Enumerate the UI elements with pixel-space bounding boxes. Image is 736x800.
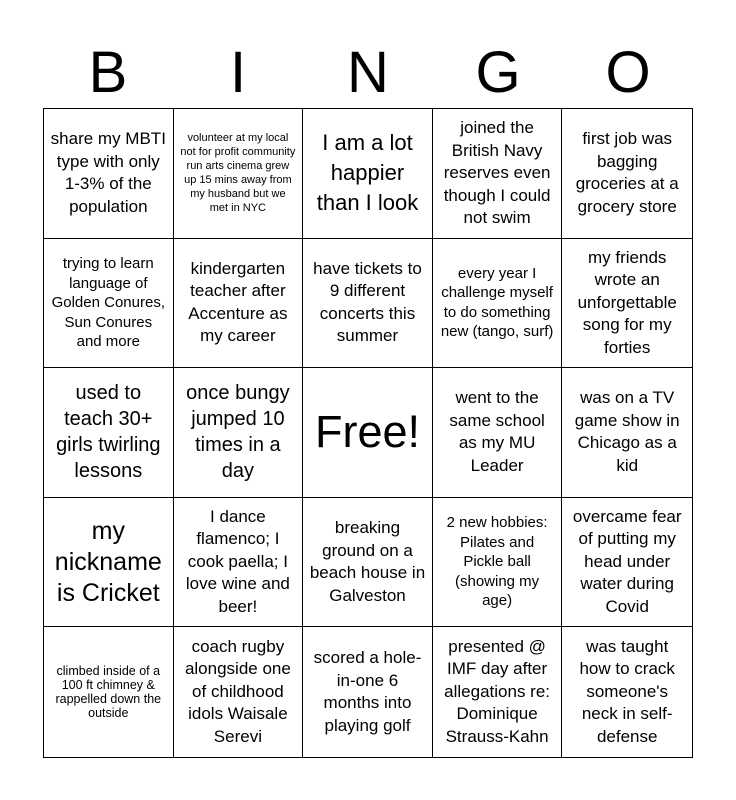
header-letter-i: I	[229, 40, 247, 105]
bingo-cell[interactable]	[303, 627, 433, 757]
bingo-cell[interactable]	[562, 239, 692, 369]
header-letter-n: N	[347, 40, 389, 105]
bingo-cell[interactable]	[44, 109, 174, 239]
bingo-cell[interactable]	[44, 239, 174, 369]
bingo-cell[interactable]	[174, 627, 304, 757]
bingo-cell[interactable]	[562, 498, 692, 628]
bingo-board	[43, 108, 693, 758]
bingo-cell[interactable]	[174, 109, 304, 239]
bingo-cell[interactable]	[433, 627, 563, 757]
bingo-cell[interactable]	[303, 109, 433, 239]
bingo-cell[interactable]	[433, 498, 563, 628]
cell-text: used to teach 30+ girls twirling lessons	[56, 382, 161, 483]
cell-text: went to the same school as my MU Leader	[449, 388, 545, 475]
cell-text: climbed inside of a 100 ft chimney & rappelled down the outside	[55, 664, 162, 721]
cell-text: have tickets to 9 different concerts this summer	[313, 258, 422, 346]
cell-text: kindergarten teacher after Accenture as my career	[188, 258, 288, 346]
bingo-cell[interactable]	[44, 498, 174, 628]
header-letter-o: O	[605, 40, 651, 105]
cell-text: share my MBTI type with only 1-3% of the population	[50, 129, 166, 216]
cell-text: my friends wrote an unforgettable song for my forties	[577, 247, 677, 357]
header-letter-b: B	[88, 40, 128, 105]
free-space-text: Free!	[314, 406, 420, 458]
bingo-cell[interactable]	[433, 239, 563, 369]
cell-text: overcame fear of putting my head under water during Covid	[572, 506, 682, 616]
cell-text: every year I challenge myself to do something new (tango, surf)	[440, 264, 554, 341]
cell-text: joined the British Navy reserves even though I could not swim	[443, 118, 551, 228]
bingo-cell[interactable]	[44, 368, 174, 498]
bingo-cell[interactable]	[433, 368, 563, 498]
bingo-cell[interactable]	[303, 498, 433, 628]
bingo-cell[interactable]	[433, 109, 563, 239]
cell-text: I dance flamenco; I cook paella; I love wine and beer!	[185, 506, 290, 616]
bingo-cell[interactable]	[562, 368, 692, 498]
cell-text: coach rugby alongside one of childhood idols Waisale Serevi	[184, 636, 291, 746]
cell-text: my nickname is Cricket	[54, 516, 162, 607]
bingo-cell[interactable]	[174, 498, 304, 628]
bingo-cell[interactable]	[44, 627, 174, 757]
bingo-header	[43, 38, 693, 108]
bingo-cell[interactable]	[174, 368, 304, 498]
cell-text: trying to learn language of Golden Conures, Sun Conures and more	[51, 255, 165, 351]
cell-text: once bungy jumped 10 times in a day	[186, 382, 290, 483]
free-space-cell[interactable]	[303, 368, 433, 498]
cell-text: 2 new hobbies: Pilates and Pickle ball (showing my age)	[446, 514, 548, 610]
header-letter-g: G	[475, 40, 521, 105]
cell-text: was taught how to crack someone's neck in self-defense	[579, 636, 675, 746]
cell-text: presented @ IMF day after allegations re: Dominique Strauss-Kahn	[444, 636, 551, 746]
bingo-cell[interactable]	[174, 239, 304, 369]
cell-text: was on a TV game show in Chicago as a kid	[574, 388, 680, 475]
cell-text: volunteer at my local not for profit community run arts cinema grew up 15 mins away from my husband but we met in NYC	[180, 132, 296, 215]
bingo-cell[interactable]	[562, 627, 692, 757]
cell-text: first job was bagging groceries at a grocery store	[575, 129, 679, 216]
bingo-cell[interactable]	[303, 239, 433, 369]
bingo-cell[interactable]	[562, 109, 692, 239]
cell-text: scored a hole-in-one 6 months into playing golf	[313, 648, 422, 735]
cell-text: I am a lot happier than I look	[316, 130, 419, 216]
cell-text: breaking ground on a beach house in Galveston	[309, 518, 426, 605]
